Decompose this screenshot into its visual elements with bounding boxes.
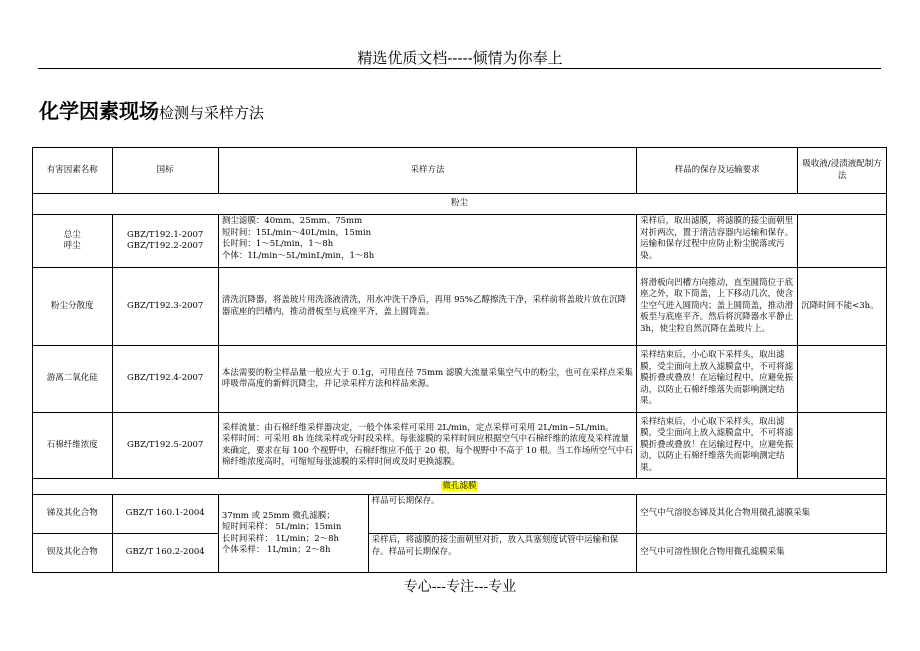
cell-storage: 将滑板向凹槽方向推动，直至圆筒位于底座之外，取下筒盖，上下移动几次，使含尘空气进入圆筒内；盖上圆筒盖，推动滑板至与底座平齐。然后将沉降器水平静止 3h，使尘粒自然沉降在盖玻片上。: [637, 268, 798, 346]
header-standard: 国标: [112, 148, 218, 194]
page-header: 精选优质文档-----倾情为你奉上: [357, 49, 563, 67]
section-row-dust: [33, 194, 887, 215]
section-dust: 粉尘: [33, 194, 887, 215]
table-row: [33, 534, 887, 573]
title-rest: 检测与采样方法: [159, 104, 265, 122]
cell-storage: 采样后，取出滤膜，将滤膜的接尘面朝里对折两次，置于清洁容器内运输和保存。运输和保存过程中应防止粉尘脱落或污染。: [637, 215, 798, 268]
table-row: [33, 268, 887, 346]
header-name: 有害因素名称: [33, 148, 113, 194]
cell-method: 采样流量：由石棉纤维采样器决定，一般个体采样可采用 2L/min，定点采样可采用 2L/min~5L/min。 采样时间：可采用 8h 连续采样或分时段采样。每张滤膜的采样时间应根据空气中石棉纤维的浓度及采样流量来确定，要求在每 100 个视野中，石棉纤维应不低于 20 根，每个视野中不高于 10 根。当工作场所空气中石棉纤维浓度高时，可缩短每张滤膜的采样时间或及时更换滤膜。: [218, 413, 636, 479]
title-bold: 化学因素现场: [39, 99, 159, 123]
cell-standard: GBZ/T 160.1-2004: [112, 495, 218, 534]
table-header-row: [33, 148, 887, 194]
cell-name: 粉尘分散度: [33, 268, 113, 346]
cell-absorb: 空气中可溶性钡化合物用微孔滤膜采集: [637, 534, 887, 573]
cell-name: 总尘 呼尘: [33, 215, 113, 268]
header-absorb: 吸收液/浸渍液配制方法: [798, 148, 887, 194]
cell-name: 锑及其化合物: [33, 495, 113, 534]
cell-absorb: 沉降时间不能<3h。: [798, 268, 887, 346]
cell-standard: GBZ/T 160.2-2004: [112, 534, 218, 573]
cell-name: 钡及其化合物: [33, 534, 113, 573]
cell-standard: GBZ/T192.5-2007: [112, 413, 218, 479]
cell-membrane-method: 37mm 或 25mm 微孔滤膜； 短时间采样： 5L/min；15min 长时间采样： 1L/min；2～8h 个体采样： 1L/min；2～8h: [218, 495, 368, 573]
cell-name: 石棉纤维浓度: [33, 413, 113, 479]
cell-storage: 采样后，将滤膜的接尘面朝里对折，放入具塞刻度试管中运输和保存。样品可长期保存。: [368, 534, 636, 573]
header-divider: [38, 68, 881, 69]
cell-method: 清洗沉降器，将盖玻片用洗涤液清洗，用水冲洗干净后，再用 95%乙醇擦洗干净，采样前将盖玻片放在沉降器底座的凹槽内，推动滑板至与底座平齐，盖上圆筒盖。: [218, 268, 636, 346]
page-footer: 专心---专注---专业: [403, 579, 517, 595]
header-method: 采样方法: [218, 148, 636, 194]
cell-storage: 采样结束后，小心取下采样头，取出滤膜，受尘面向上放入滤膜盒中，不可将滤膜折叠或叠放！在运输过程中，应避免振动，以防止石棉纤维落失而影响测定结果。: [637, 346, 798, 413]
cell-method: 测尘滤膜：40mm、25mm、75mm 短时间：15L/min～40L/min，15min 长时间：1～5L/min，1～8h 个体：1L/min～5L/minL/min，1～8h: [218, 215, 636, 268]
cell-absorb: [798, 346, 887, 413]
cell-method: 本法需要的粉尘样品量一般应大于 0.1g，可用直径 75mm 滤膜大流量采集空气中的粉尘，也可在采样点采集呼吸带高度的新鲜沉降尘，并记录采样方法和样品来源。: [218, 346, 636, 413]
cell-storage: 样品可长期保存。: [368, 495, 636, 534]
section-membrane-cell: [33, 479, 887, 495]
header-storage: 样品的保存及运输要求: [637, 148, 798, 194]
cell-name: 游离二氧化硅: [33, 346, 113, 413]
table-row: [33, 215, 887, 268]
section-membrane: 微孔滤膜: [442, 480, 477, 491]
section-row-membrane: [33, 479, 887, 495]
cell-absorb: [798, 215, 887, 268]
cell-absorb: [798, 413, 887, 479]
cell-absorb: 空气中气溶胶态锑及其化合物用微孔滤膜采集: [637, 495, 887, 534]
table-row: [33, 346, 887, 413]
cell-standard: GBZ/T192.4-2007: [112, 346, 218, 413]
cell-standard: GBZ/T192.1-2007 GBZ/T192.2-2007: [112, 215, 218, 268]
cell-storage: 采样结束后，小心取下采样头，取出滤膜，受尘面向上放入滤膜盒中，不可将滤膜折叠或叠放！在运输过程中，应避免振动，以防止石棉纤维落失而影响测定结果。: [637, 413, 798, 479]
cell-standard: GBZ/T192.3-2007: [112, 268, 218, 346]
document-title: [39, 95, 264, 124]
sampling-methods-table: [32, 147, 887, 573]
table-row: [33, 413, 887, 479]
table-row: [33, 495, 887, 534]
